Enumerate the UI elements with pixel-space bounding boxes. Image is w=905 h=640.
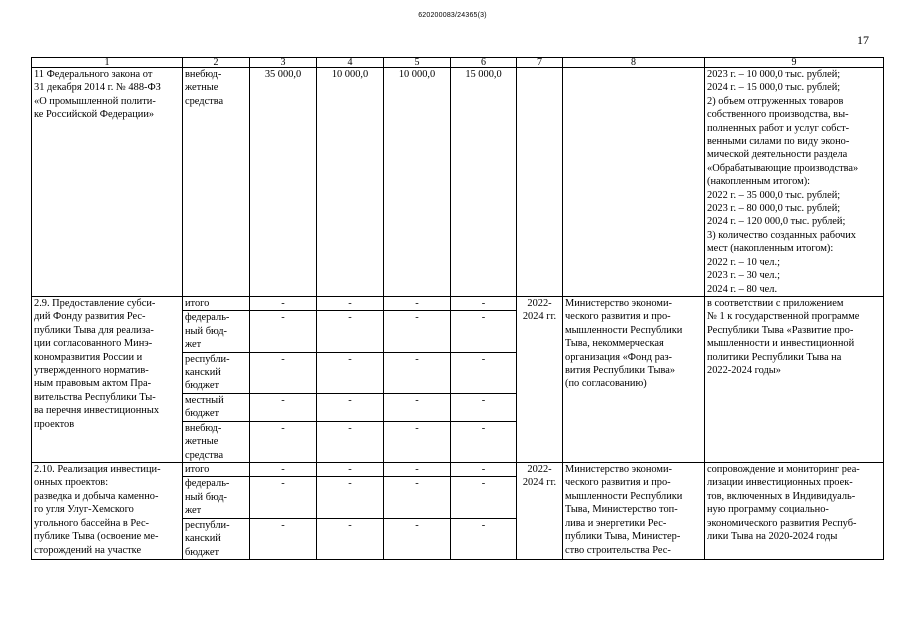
- amount-cell: -: [317, 393, 384, 421]
- period-cell-line: 2022-: [527, 464, 552, 476]
- expected-results-line: 2024 г. – 80 чел.: [707, 283, 778, 295]
- amount-cell: -: [451, 352, 517, 393]
- activity-description-line: публики Тыва для реализа-: [34, 324, 154, 336]
- activity-description-line: го угля Улуг-Хемского: [34, 504, 134, 516]
- activity-description-line: ке Российской Федерации»: [34, 109, 155, 121]
- amount-cell: -: [317, 463, 384, 477]
- funding-source-line: бюджет: [185, 380, 220, 392]
- funding-source: [183, 311, 250, 352]
- funding-source: [183, 421, 250, 462]
- expected-results-line: Республики Тыва «Развитие про-: [707, 324, 854, 336]
- amount-cell: -: [250, 421, 317, 462]
- activity-description-line: дий Фонду развития Рес-: [34, 311, 146, 323]
- expected-results-line: 2023 г. – 30 чел.;: [707, 270, 780, 282]
- activity-description-line: проектов: [34, 418, 75, 430]
- expected-results-line: в соответствии с приложением: [707, 298, 844, 309]
- amount-cell: 10 000,0: [384, 68, 451, 297]
- amount-cell: -: [384, 463, 451, 477]
- activity-description-line: 2.9. Предоставление субси-: [34, 298, 156, 309]
- column-number: 4: [317, 58, 384, 68]
- expected-results-line: 2023 г. – 10 000,0 тыс. рублей;: [707, 69, 841, 80]
- column-number: 7: [517, 58, 563, 68]
- responsible-cell-line: ство строительства Рес-: [565, 544, 671, 556]
- expected-results: [705, 463, 884, 560]
- responsible-cell-line: Министерство экономи-: [565, 464, 672, 476]
- amount-cell: 35 000,0: [250, 68, 317, 297]
- amount-cell: -: [384, 518, 451, 559]
- funding-source-line: республи-: [185, 519, 230, 531]
- funding-source-line: средства: [185, 449, 224, 461]
- amount-cell: -: [250, 393, 317, 421]
- amount-cell: -: [317, 421, 384, 462]
- expected-results-line: 2022 г. – 10 чел.;: [707, 256, 780, 268]
- activity-description: [32, 68, 183, 297]
- activity-description-line: 11 Федерального закона от: [34, 69, 153, 80]
- amount-cell: -: [451, 463, 517, 477]
- expected-results-line: 2) объем отгруженных товаров: [707, 95, 844, 107]
- expected-results-line: (накопленным итогом):: [707, 176, 811, 188]
- expected-results-line: «Обрабатывающие производства»: [707, 162, 859, 174]
- responsible-cell-line: вития Республики Тыва»: [565, 365, 676, 377]
- document-id: 620200083/24365(3): [418, 12, 487, 19]
- responsible-cell-line: Тыва, Министерство топ-: [565, 504, 678, 516]
- funding-source: [183, 463, 250, 477]
- expected-results-line: собственного производства, вы-: [707, 109, 849, 121]
- activity-description-line: онных проектов:: [34, 477, 109, 489]
- amount-cell: -: [451, 297, 517, 311]
- responsible-cell: [563, 68, 705, 297]
- funding-source-line: средства: [185, 95, 224, 107]
- funding-source: [183, 477, 250, 518]
- funding-source-line: жетные: [185, 436, 219, 448]
- amount-cell: -: [317, 477, 384, 518]
- responsible-cell-line: публики Тыва, Министер-: [565, 531, 681, 543]
- expected-results: [705, 68, 884, 297]
- expected-results-line: тов, включенных в Индивидуаль-: [707, 490, 856, 502]
- funding-source-line: местный: [185, 394, 224, 406]
- period-cell-line: 2024 гг.: [522, 311, 557, 323]
- column-number: 2: [183, 58, 250, 68]
- period-cell-line: 2024 гг.: [522, 477, 557, 489]
- funding-source-line: бюджет: [185, 546, 220, 558]
- period-cell: [517, 68, 563, 297]
- expected-results-line: ную программу социально-: [707, 504, 829, 516]
- activity-description-line: кономразвития России и: [34, 351, 143, 363]
- activity-description-line: 31 декабря 2014 г. № 488-ФЗ: [34, 82, 161, 94]
- responsible-cell-line: мышленности Республики: [565, 490, 683, 502]
- expected-results-line: 2024 г. – 15 000,0 тыс. рублей;: [707, 82, 841, 94]
- amount-cell: 10 000,0: [317, 68, 384, 297]
- expected-results-line: политики Республики Тыва на: [707, 351, 842, 363]
- responsible-cell-line: организация «Фонд раз-: [565, 351, 673, 363]
- funding-source-line: федераль-: [185, 478, 230, 490]
- activity-description-line: вительства Республики Ты-: [34, 391, 156, 403]
- expected-results-line: мест (накопленным итогом):: [707, 243, 834, 255]
- amount-cell: -: [384, 393, 451, 421]
- funding-source-line: внебюд-: [185, 422, 222, 434]
- column-number: 5: [384, 58, 451, 68]
- column-number-row: [32, 58, 884, 68]
- expected-results-line: 2024 г. – 120 000,0 тыс. рублей;: [707, 216, 846, 228]
- funding-source-line: бюджет: [185, 408, 220, 420]
- period-cell-line: 2022-: [527, 298, 552, 309]
- table-row: [32, 297, 884, 311]
- activity-description-line: ным правовым актом Пра-: [34, 378, 152, 390]
- funding-source: [183, 297, 250, 311]
- responsible-cell-line: ческого развития и про-: [565, 311, 671, 323]
- expected-results-line: 2022-2024 годы»: [707, 365, 781, 377]
- activity-description-line: сторождений на участке: [34, 544, 142, 556]
- amount-cell: -: [317, 311, 384, 352]
- table-row: [32, 463, 884, 477]
- expected-results-line: сопровождение и мониторинг реа-: [707, 464, 860, 476]
- funding-source-line: канский: [185, 533, 221, 545]
- expected-results-line: полненных работ и услуг собст-: [707, 122, 850, 134]
- amount-cell: -: [451, 421, 517, 462]
- expected-results-line: лики Тыва на 2020-2024 годы: [707, 531, 838, 543]
- responsible-cell-line: лива и энергетики Рес-: [565, 517, 667, 529]
- amount-cell: -: [384, 297, 451, 311]
- activity-description-line: ции согласованного Минэ-: [34, 338, 153, 350]
- activity-description-line: разведка и добыча каменно-: [34, 490, 159, 502]
- responsible-cell-line: (по согласованию): [565, 378, 647, 390]
- expected-results-line: мической деятельности раздела: [707, 149, 848, 161]
- funding-source: [183, 518, 250, 559]
- period-cell: [517, 297, 563, 463]
- activity-description-line: ва перечня инвестиционных: [34, 405, 160, 417]
- responsible-cell-line: Министерство экономи-: [565, 298, 672, 309]
- amount-cell: -: [317, 518, 384, 559]
- funding-source: [183, 393, 250, 421]
- responsible-cell: [563, 297, 705, 463]
- amount-cell: -: [250, 352, 317, 393]
- amount-cell: -: [250, 463, 317, 477]
- funding-source: [183, 68, 250, 297]
- amount-cell: -: [451, 518, 517, 559]
- amount-cell: -: [384, 477, 451, 518]
- funding-source-line: итого: [185, 298, 210, 309]
- amount-cell: 15 000,0: [451, 68, 517, 297]
- expected-results-line: венными силами по виду эконо-: [707, 136, 850, 148]
- amount-cell: -: [250, 477, 317, 518]
- funding-source-line: внебюд-: [185, 69, 222, 80]
- amount-cell: -: [451, 393, 517, 421]
- expected-results-line: экономического развития Респуб-: [707, 517, 857, 529]
- page-number: 17: [857, 33, 869, 47]
- expected-results-line: 2022 г. – 35 000,0 тыс. рублей;: [707, 189, 841, 201]
- amount-cell: -: [317, 297, 384, 311]
- column-number: 1: [32, 58, 183, 68]
- table-row: [32, 68, 884, 297]
- amount-cell: -: [384, 421, 451, 462]
- expected-results-line: мышленности и инвестиционной: [707, 338, 855, 350]
- funding-source-line: ный бюд-: [185, 491, 227, 503]
- amount-cell: -: [250, 311, 317, 352]
- activity-description-line: 2.10. Реализация инвестици-: [34, 464, 161, 476]
- responsible-cell-line: Тыва, некоммерческая: [565, 338, 664, 350]
- funding-source-line: жет: [185, 505, 202, 517]
- amount-cell: -: [384, 352, 451, 393]
- funding-source-line: ный бюд-: [185, 325, 227, 337]
- responsible-cell: [563, 463, 705, 560]
- column-number: 8: [563, 58, 705, 68]
- funding-source-line: канский: [185, 367, 221, 379]
- activity-description-line: публике Тыва (освоение ме-: [34, 531, 159, 543]
- funding-source-line: федераль-: [185, 312, 230, 324]
- column-number: 3: [250, 58, 317, 68]
- column-number: 9: [705, 58, 884, 68]
- funding-source-line: жетные: [185, 82, 219, 94]
- expected-results-line: 2023 г. – 80 000,0 тыс. рублей;: [707, 203, 841, 215]
- funding-source-line: республи-: [185, 353, 230, 365]
- expected-results: [705, 297, 884, 463]
- activity-description-line: утвержденного норматив-: [34, 365, 149, 377]
- column-number: 6: [451, 58, 517, 68]
- activity-description: [32, 463, 183, 560]
- responsible-cell-line: мышленности Республики: [565, 324, 683, 336]
- period-cell: [517, 463, 563, 560]
- amount-cell: -: [250, 518, 317, 559]
- activity-description-line: угольного бассейна в Рес-: [34, 517, 150, 529]
- expected-results-line: № 1 к государственной программе: [707, 311, 860, 323]
- expected-results-line: 3) количество созданных рабочих: [707, 229, 856, 241]
- amount-cell: -: [451, 311, 517, 352]
- funding-source-line: жет: [185, 339, 202, 351]
- program-table: [31, 57, 884, 560]
- expected-results-line: лизации инвестиционных проек-: [707, 477, 853, 489]
- amount-cell: -: [451, 477, 517, 518]
- amount-cell: -: [384, 311, 451, 352]
- funding-source-line: итого: [185, 464, 210, 476]
- amount-cell: -: [250, 297, 317, 311]
- amount-cell: -: [317, 352, 384, 393]
- activity-description-line: «О промышленной полити-: [34, 95, 156, 107]
- funding-source: [183, 352, 250, 393]
- activity-description: [32, 297, 183, 463]
- responsible-cell-line: ческого развития и про-: [565, 477, 671, 489]
